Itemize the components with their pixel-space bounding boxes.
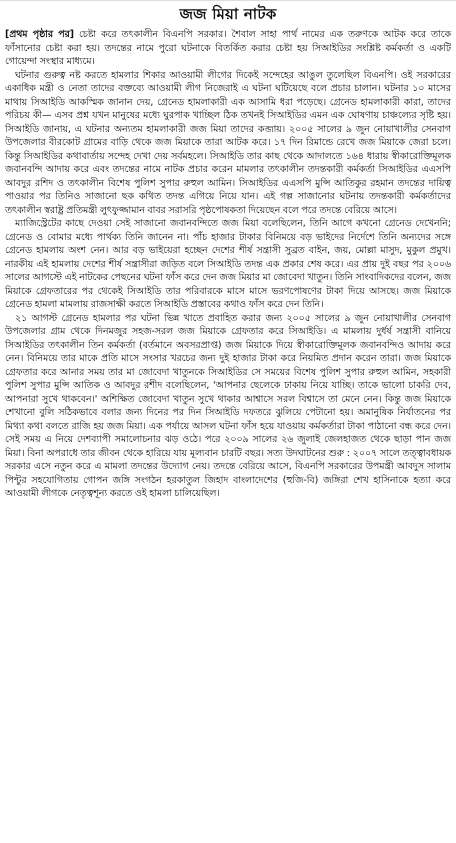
top-rule [0,0,456,1]
article-paragraph [5,28,451,69]
article-body [5,28,451,501]
article-title: জজ মিয়া নাটক [179,5,277,23]
article-paragraph: ২১ আগস্ট গ্রেনেড হামলার পর ঘটনা ভিন্ন খাতে প্রবাহিত করার জন্য ২০০৫ সালের ৯ জুন নোয়াখালীর সেনবাগ উপজেলার গ্রাম থেকে দিনমজুর সহজ-সরল জজ মিয়াকে গ্রেফতার করে সিআইডি। এ মামলায় দুর্ধর্ষ সন্ত্রাসী বানিয়ে সিআইডির তৎকালীন তিন কর্মকর্তা (বর্তমানে অবসরপ্রাপ্ত) জজ মিয়াকে দিয়ে স্বীকারোক্তিমূলক জবানবন্দিও আদায় করে নেন। বিনিময়ে তার মাকে প্রতি মাসে সংসার খরচের জন্য দুই হাজার টাকা করে নিয়মিত প্রদান করেন তারা। জজ মিয়াকে গ্রেফতার করে আনার সময় তার মা জোবেদা খাতুনকে সিআইডির সে সময়ের বিশেষ পুলিশ সুপার রুহুল আমিন, সহকারী পুলিশ সুপার মুন্সি আতিক ও আবদুর রশীদ বলেছিলেন, 'আপনার ছেলেকে ঢাকায় নিয়ে যাচ্ছি। তাকে ভালো চাকরি দেব, আপনারা সুখে থাকবেন।' অশিক্ষিত জোবেদা খাতুন সুখে থাকার আশ্বাসে সরল বিশ্বাসে তা মেনে নেন। কিন্তু জজ মিয়াকে শেখানো বুলি সঠিকভাবে বলার জন্য দিনের পর দিন সিআইডি দফতরে ঝুলিয়ে পেটানো হয়। অমানুষিক নির্যাতনের পর মিথ্যা কথা বলতে রাজি হয় জজ মিয়া। এক পর্যায়ে আসল ঘটনা ফাঁস হয়ে যাওয়ায় কর্মকর্তারা টাকা পাঠানো বন্ধ করে দেন। সেই সময় এ নিয়ে দেশব্যাপী সমালোচনার ঝড় ওঠে। পরে ২০০৯ সালের ২৬ জুলাই জেলহাজত থেকে ছাড়া পান জজ মিয়া। বিনা অপরাধে তার জীবন থেকে হারিয়ে যায় মূল্যবান চারটি বছর। সত্য উদঘাটনের শুরু : ২০০৭ সালে তত্ত্বাবধায়ক সরকার এসে নতুন করে এ মামলা তদন্তের উদ্যোগ নেয়। তদন্তে বেরিয়ে আসে, বিএনপি সরকারের উপমন্ত্রী আবদুস সালাম পিন্টুর সহযোগিতায় গোপন জঙ্গি সংগঠন হরকাতুল জিহাদ বাংলাদেশের (হুজি-বি) জঙ্গিরা শেখ হাসিনাকে হত্যা করে আওয়ামী লীগকে নেতৃত্বশূন্য করতে ওই হামলা চালিয়েছিল। [5,312,451,499]
paragraph-text: চেষ্টা করে তৎকালীন বিএনপি সরকার। শৈবাল সাহা পার্থ নামের এক তরুণকে আটক করে তাকে ফাঁসানোর চেষ্টা করা হয়। তদন্তের নামে পুরো ঘটনাকে বিতর্কিত করার চেষ্টা হয় সিআইডির সংশ্লিষ্ট কর্মকর্তা ও একটি গোয়েন্দা সংস্থার মাধ্যমে। [5,29,452,67]
article-paragraph: ঘটনার গুরুত্ব নষ্ট করতে হামলার শিকার আওয়ামী লীগের দিকেই সন্দেহের আঙুল তুলেছিল বিএনপি। ওই সরকারের একাধিক মন্ত্রী ও নেতা তাদের বক্তব্যে আওয়ামী লীগ নিজেরাই এ ঘটনা ঘটিয়েছে বলে প্রচার চালান। ঘটনার ১০ মাসের মাথায় সিআইডি আকস্মিক জানান দেয়, গ্রেনেড হামলাকারী এক আসামি ধরা পড়েছে। গ্রেনেড হামলাকারী কারা, তাদের পরিচয় কী— এসব প্রশ্ন যখন মানুষের মধ্যে ঘুরপাক খাচ্ছিল ঠিক তখনই সিআইডির এমন এক ঘোষণায় চাঞ্চল্যের সৃষ্টি হয়। সিআইডি জানায়, এ ঘটনার অন্যতম হামলাকারী জজ মিয়া তাদের কব্জায়। ২০০৫ সালের ৯ জুন নোয়াখালীর সেনবাগ উপজেলার বীরকোট গ্রামের বাড়ি থেকে জজ মিয়াকে তারা আটক করে। ১৭ দিন রিমান্ডে রেখে জজ মিয়াকে জেরা চলে। কিন্তু সিআইডির কথাবার্তায় সন্দেহ দেখা দেয় সর্বমহলে। সিআইডি তার কাছ থেকে আদালতে ১৬৪ ধারায় স্বীকারোক্তিমূলক জবানবন্দি আদায় করে এবং তদন্তের নামে নাটক প্রচার করেন মামলার তৎকালীন তদন্তকারী কর্মকর্তা সিআইডির এএসপি আবদুর রশিদ ও তৎকালীন বিশেষ পুলিশ সুপার রুহুল আমিন। সিআইডির এএসপি মুন্সি আতিকুর রহমান তদন্তের দায়িত্ব পাওয়ার পর তিনিও সাজানো ছক কথিত তদন্ত এগিয়ে নিয়ে যান। এই গল্প সাজানোর ঘটনায় তদন্তকারী কর্মকর্তাদের তৎকালীন স্বরাষ্ট্র প্রতিমন্ত্রী লুৎফুজ্জামান বাবর সরাসরি পৃষ্ঠপোষকতা দিয়েছেন বলে পরে তদন্তে বেরিয়ে আসে। [5,69,451,216]
page-reference: [প্রথম পৃষ্ঠার পর] [5,29,75,40]
article-paragraph: ম্যাজিস্ট্রেটের কাছে দেওয়া সেই সাজানো জবানবন্দিতে জজ মিয়া বলেছিলেন, তিনি আগে কখনো গ্রেনেড দেখেননি; গ্রেনেড ও বোমার মধ্যে পার্থক্য তিনি জানেন না। পাঁচ হাজার টাকার বিনিময়ে বড় ভাইদের নির্দেশে তিনি অন্যদের সঙ্গে গ্রেনেড হামলায় অংশ নেন। আর বড় ভাইয়েরা হচ্ছেন দেশের শীর্ষ সন্ত্রাসী সুব্রত বাইন, জয়, মোল্লা মাসুদ, মুকুল প্রমুখ। নারকীয় এই হামলায় দেশের শীর্ষ সন্ত্রাসীরা জড়িত বলে সিআইডি তদন্ত এক প্রকার শেষ করে। এর প্রায় দুই বছর পর ২০০৬ সালের আগস্টে এই নাটকের পেছনের ঘটনা ফাঁস করে দেন জজ মিয়ার মা জোবেদা খাতুন। তিনি সাংবাদিকদের বলেন, জজ মিয়াকে গ্রেফতারের পর থেকেই সিআইডি তার পরিবারকে মাসে মাসে ভরণপোষণের টাকা দিয়ে আসছে। জজ মিয়াকে গ্রেনেড হামলা মামলায় রাজসাক্ষী করতে সিআইডি প্রস্তাবের কথাও ফাঁস করে দেন তিনি। [5,218,451,310]
